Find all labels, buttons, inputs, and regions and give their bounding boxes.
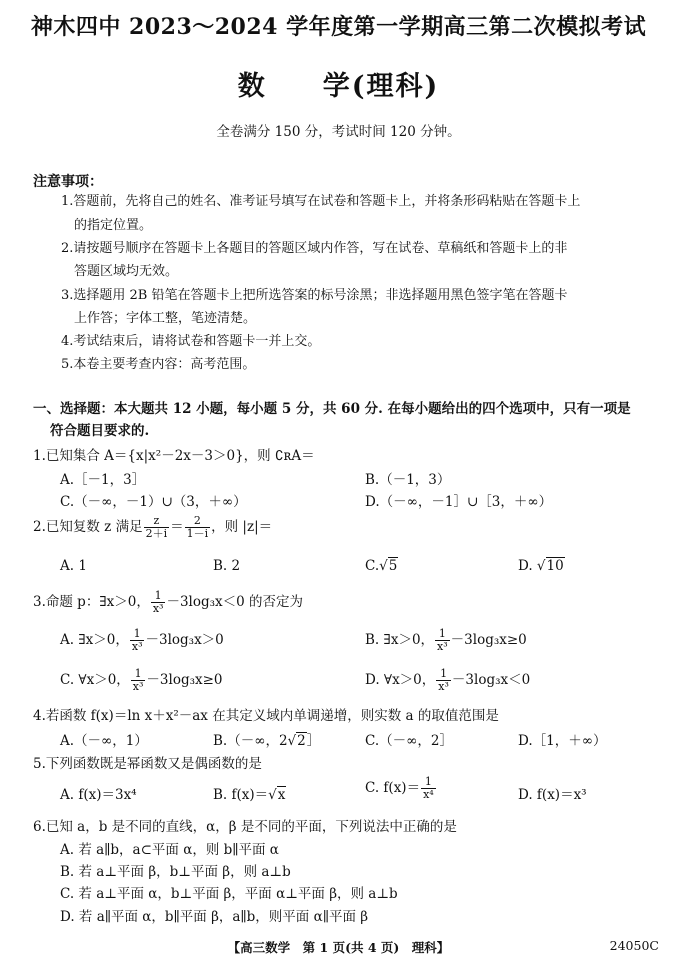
note-line: 4.考试结束后，请将试卷和答题卡一并上交。 [61, 334, 321, 349]
q3-a-pre: A. ∃x＞0， [60, 632, 129, 648]
q3-c-pre: C. ∀x＞0， [60, 672, 130, 688]
subject-right: 学(理科) [322, 71, 440, 102]
q2-option-d: D. √10 [518, 558, 564, 574]
subject-title [0, 64, 677, 103]
q3-d-fraction [436, 668, 451, 693]
q3-option-d [365, 668, 530, 693]
q3-b-fraction [435, 628, 450, 653]
q1-option-c: C.（－∞，－1）∪（3，＋∞） [60, 494, 247, 510]
q5-option-d: D. f(x)＝x³ [518, 787, 587, 803]
question-1-stem: 1.已知集合 A＝{x|x²－2x－3＞0}，则 ∁ʀA＝ [33, 448, 315, 464]
q4-option-c: C.（－∞，2］ [365, 733, 453, 749]
q5-c-fraction [421, 776, 436, 801]
q3-option-b [365, 628, 527, 653]
q5-c-pre: C. f(x)＝ [365, 780, 421, 796]
q3-c-den: x³ [132, 680, 144, 693]
q3-post: －3log₃x＜0 的否定为 [166, 594, 304, 610]
q3-b-den: x³ [437, 640, 448, 653]
question-5-stem: 5.下列函数既是幂函数又是偶函数的是 [33, 756, 262, 772]
q2-d-label: D. [518, 558, 533, 574]
q2-eq: ＝ [170, 519, 184, 535]
q3-fraction [151, 590, 166, 615]
q2-option-b: B. 2 [213, 558, 241, 574]
q3-c-fraction [131, 668, 146, 693]
q2-f1-num: z [144, 515, 170, 528]
q2-pre: 2.已知复数 z 满足 [33, 519, 143, 535]
q3-d-num: 1 [436, 668, 451, 681]
page-footer: 【高三数学 第 1 页(共 4 页) 理科】 [227, 940, 450, 955]
q4-b-radicand: 2 [297, 733, 306, 749]
note-line: 5.本卷主要考查内容：高考范围。 [61, 357, 256, 372]
q5-b-pre: B. f(x)＝ [213, 787, 269, 803]
q2-fraction-2 [185, 515, 211, 540]
q1-option-d: D.（－∞，－1］∪［3，＋∞） [365, 494, 553, 510]
q4-b-pre: B.（－∞，2 [213, 733, 288, 749]
note-line: 3.选择题用 2B 铅笔在答题卡上把所选答案的标号涂黑；非选择题用黑色签字笔在答题卡 [61, 288, 568, 303]
q6-option-c: C. 若 a⊥平面 α，b⊥平面 β，平面 α⊥平面 β，则 a⊥b [60, 886, 398, 902]
question-2-stem [33, 515, 272, 540]
q6-option-d: D. 若 a∥平面 α，b∥平面 β，a∥b，则平面 α∥平面 β [60, 909, 369, 925]
q3-option-c [60, 668, 223, 693]
q2-c-label: C. [365, 558, 380, 574]
q3-den: x³ [152, 602, 164, 615]
q3-b-pre: B. ∃x＞0， [365, 632, 435, 648]
q1-option-b: B.（－1，3） [365, 472, 451, 488]
q5-b-radicand: x [277, 787, 286, 803]
q2-post: ，则 |z|＝ [211, 519, 273, 535]
score-line: 全卷满分 150 分，考试时间 120 分钟。 [216, 124, 461, 140]
question-3-stem [33, 590, 303, 615]
q3-num: 1 [151, 590, 166, 603]
q4-b-post: ］ [306, 733, 321, 749]
q3-c-post: －3log₃x≥0 [146, 672, 223, 688]
q3-a-post: －3log₃x＞0 [145, 632, 224, 648]
q6-option-a: A. 若 a∥b，a⊂平面 α，则 b∥平面 α [60, 842, 279, 858]
notes-heading: 注意事项： [33, 174, 103, 190]
q6-option-b: B. 若 a⊥平面 β，b⊥平面 β，则 a⊥b [60, 864, 291, 880]
q3-b-num: 1 [435, 628, 450, 641]
q2-f2-den: 1－i [186, 527, 209, 540]
q5-c-den: x⁴ [423, 788, 434, 801]
q2-option-c: C.√5 [365, 558, 398, 574]
q2-fraction-1 [144, 515, 170, 540]
q3-a-fraction [130, 628, 145, 653]
q3-d-post: －3log₃x＜0 [451, 672, 531, 688]
section-heading-1: 一、选择题：本大题共 12 小题，每小题 5 分，共 60 分. 在每小题给出的四个选项中，只有一项是 [33, 401, 631, 417]
section-heading-2: 符合题目要求的. [50, 423, 150, 439]
q4-option-d: D.［1，＋∞） [518, 733, 607, 749]
q3-pre: 3.命题 p：∃x＞0， [33, 594, 150, 610]
q3-a-num: 1 [130, 628, 145, 641]
note-line: 1.答题前，先将自己的姓名、准考证号填写在试卷和答题卡上，并将条形码粘贴在答题卡上 [61, 194, 581, 209]
q3-a-den: x³ [131, 640, 143, 653]
subject-left: 数 [237, 71, 267, 102]
q1-option-a: A.［－1，3］ [60, 472, 146, 488]
q3-d-den: x³ [438, 680, 449, 693]
q5-c-num: 1 [421, 776, 436, 789]
q3-d-pre: D. ∀x＞0， [365, 672, 436, 688]
question-4-stem: 4.若函数 f(x)＝ln x＋x²－ax 在其定义域内单调递增，则实数 a 的取值范围是 [33, 708, 499, 724]
paper-code: 24050C [609, 938, 659, 953]
q4-option-b: B.（－∞，2√2］ [213, 733, 321, 749]
q3-option-a [60, 628, 224, 653]
q4-option-a: A.（－∞，1） [60, 733, 148, 749]
q5-option-a: A. f(x)＝3x⁴ [60, 787, 137, 803]
q2-f1-den: 2＋i [145, 527, 168, 540]
q2-d-radicand: 10 [546, 558, 564, 574]
exam-title: 神木四中 2023～2024 学年度第一学期高三第二次模拟考试 [30, 14, 647, 40]
note-line: 上作答；字体工整，笔迹清楚。 [74, 311, 257, 326]
q3-c-num: 1 [131, 668, 146, 681]
note-line: 2.请按题号顺序在答题卡上各题目的答题区域内作答，写在试卷、草稿纸和答题卡上的非 [61, 241, 568, 256]
q2-option-a: A. 1 [60, 558, 87, 574]
q3-b-post: －3log₃x≥0 [450, 632, 527, 648]
note-line: 答题区域均无效。 [74, 264, 179, 279]
q5-option-c [365, 776, 437, 801]
question-6-stem: 6.已知 a，b 是不同的直线，α，β 是不同的平面，下列说法中正确的是 [33, 819, 457, 835]
note-line: 的指定位置。 [74, 218, 153, 233]
q5-option-b: B. f(x)＝√x [213, 787, 286, 803]
q2-c-radicand: 5 [388, 558, 398, 574]
q2-f2-num: 2 [185, 515, 211, 528]
